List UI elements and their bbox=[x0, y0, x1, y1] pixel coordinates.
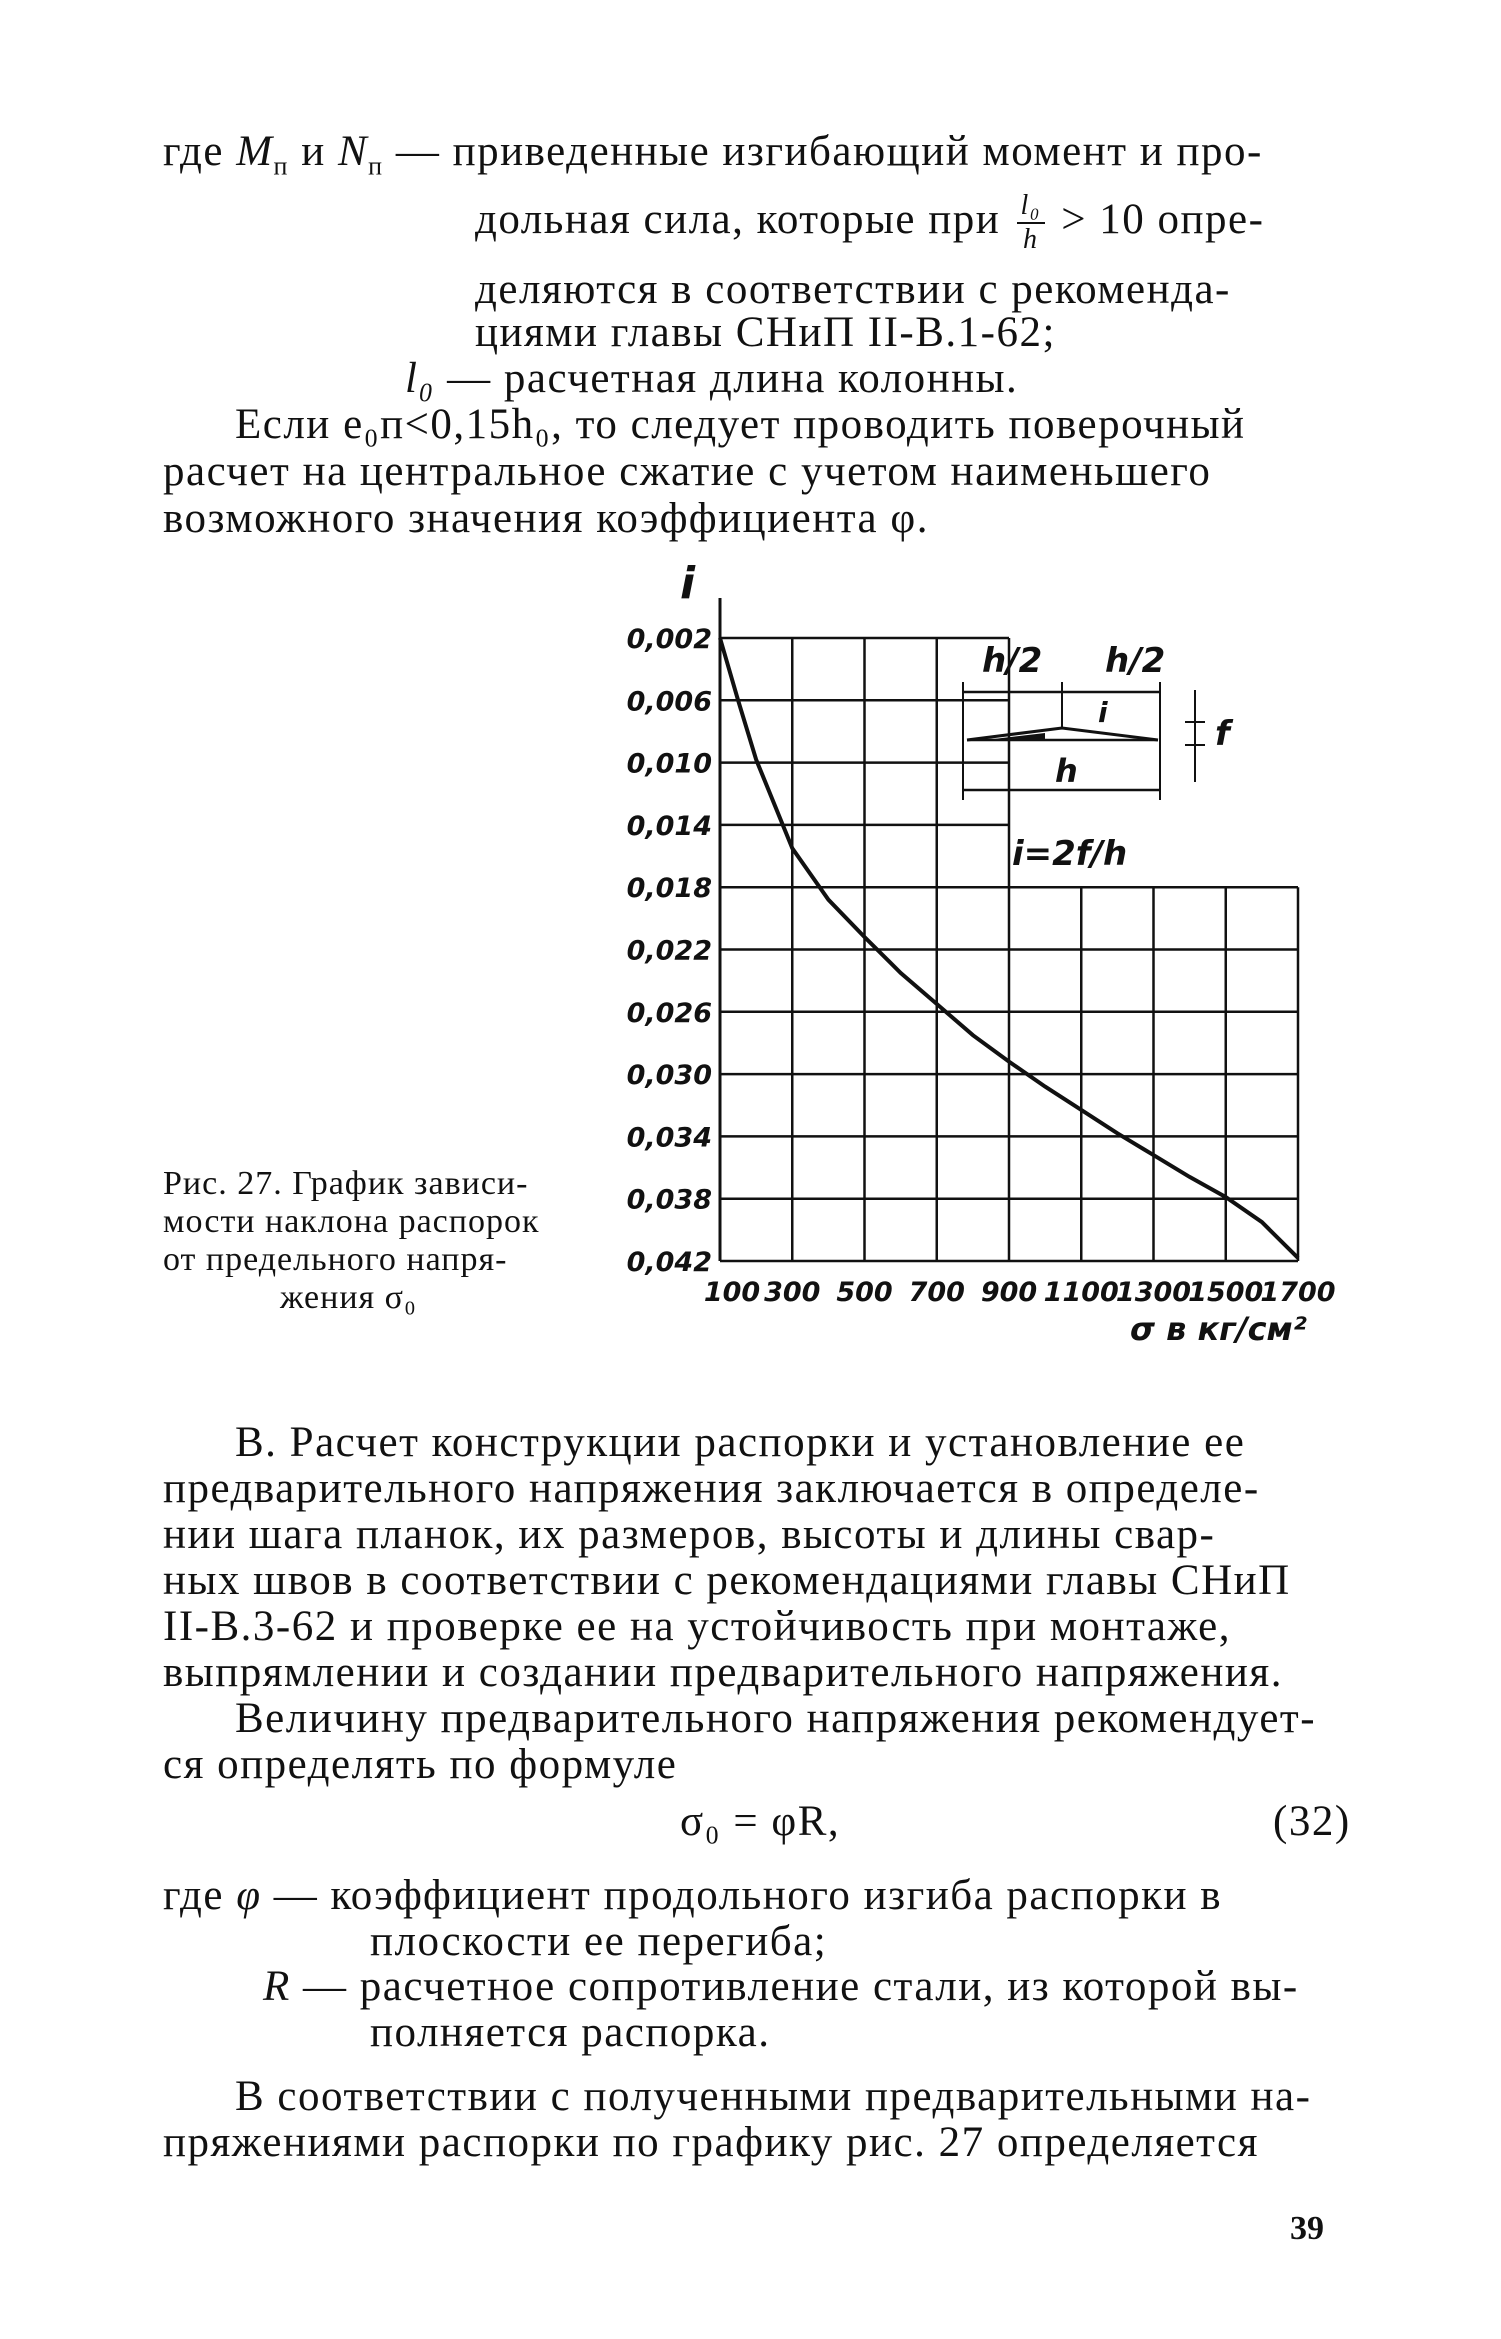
inset-label-i: i bbox=[1098, 696, 1108, 729]
y-tick-label: 0,030 bbox=[626, 1060, 712, 1092]
inset-label-f: f bbox=[1215, 714, 1230, 754]
inset-label-half-h-right: h/2 bbox=[1105, 641, 1166, 681]
y-tick-label: 0,042 bbox=[626, 1247, 712, 1278]
inset-label-half-h-left: h/2 bbox=[982, 641, 1043, 681]
where-word: где bbox=[163, 128, 224, 175]
body-paragraph-line: ся определять по формуле bbox=[163, 1741, 678, 1788]
inset-label-h: h bbox=[1055, 752, 1078, 790]
y-tick-label: 0,010 bbox=[626, 748, 712, 780]
body-paragraph-line: В. Расчет конструкции распорки и установление ее bbox=[235, 1419, 1246, 1466]
figure-caption-line: от предельного напря- bbox=[163, 1241, 508, 1278]
x-tick-label: 700 bbox=[908, 1277, 965, 1308]
x-tick-label: 500 bbox=[836, 1277, 893, 1308]
body-paragraph-line: В соответствии с полученными предварительными на- bbox=[235, 2073, 1312, 2120]
inset-bent-strut bbox=[967, 728, 1158, 740]
body-paragraph-line: выпрямлении и создании предварительного напряжения. bbox=[163, 1649, 1283, 1696]
symbol-m-sub: п bbox=[273, 151, 289, 181]
where-line-4: полняется распорка. bbox=[370, 2009, 771, 2056]
intro-paragraph-line: возможного значения коэффициента φ. bbox=[163, 495, 929, 542]
x-tick-label: 1500 bbox=[1188, 1277, 1264, 1308]
y-tick-label: 0,006 bbox=[626, 686, 712, 718]
body-paragraph-line: пряжениями распорки по графику рис. 27 определяется bbox=[163, 2119, 1259, 2166]
y-tick-label: 0,014 bbox=[626, 810, 712, 842]
def-text: — расчетная длина колонны. bbox=[447, 355, 1019, 402]
y-tick-label: 0,002 bbox=[626, 624, 712, 655]
def-line-3: деляются в соответствии с рекоменда- bbox=[475, 266, 1231, 313]
where-line-1 bbox=[163, 1871, 1222, 1921]
x-tick-label: 1100 bbox=[1043, 1277, 1119, 1308]
conjunction: и bbox=[301, 128, 326, 175]
symbol-n-sub: п bbox=[368, 151, 384, 181]
body-paragraph-line: предварительного напряжения заключается в определе- bbox=[163, 1465, 1260, 1512]
def-text: дольная сила, которые при bbox=[475, 195, 1001, 243]
symbol-phi: φ bbox=[236, 1872, 262, 1919]
fraction-denominator: h bbox=[1023, 224, 1039, 255]
body-paragraph-line: ных швов в соответствии с рекомендациями главы СНиП bbox=[163, 1557, 1291, 1604]
def-text: > 10 опре- bbox=[1061, 195, 1265, 243]
figure-caption-line: мости наклона распорок bbox=[163, 1203, 540, 1240]
x-tick-label: 900 bbox=[980, 1277, 1038, 1308]
where-text: — коэффициент продольного изгиба распорки в bbox=[273, 1872, 1223, 1919]
body-paragraph-line: нии шага планок, их размеров, высоты и длины свар- bbox=[163, 1511, 1216, 1558]
inset-diagram bbox=[963, 641, 1234, 874]
x-tick-label: 100 bbox=[703, 1277, 761, 1308]
x-axis-label: σ в кг/см² bbox=[1130, 1310, 1307, 1348]
y-tick-label: 0,038 bbox=[626, 1184, 712, 1216]
y-tick-label: 0,034 bbox=[626, 1122, 712, 1154]
page-number: 39 bbox=[1290, 2210, 1324, 2247]
inset-formula: i=2f/h bbox=[1012, 834, 1128, 874]
intro-paragraph-line: расчет на центральное сжатие с учетом наименьшего bbox=[163, 448, 1212, 495]
formula-number: (32) bbox=[1273, 1798, 1351, 1845]
x-tick-label: 1700 bbox=[1260, 1277, 1336, 1308]
figure-caption-line: Рис. 27. График зависи- bbox=[163, 1165, 529, 1202]
formula-32: σ₀ = φR, bbox=[680, 1798, 841, 1845]
y-tick-labels bbox=[627, 624, 712, 1278]
y-tick-label: 0,018 bbox=[626, 873, 712, 905]
figure-caption-line: жения σ₀ bbox=[280, 1279, 417, 1316]
where-word: где bbox=[163, 1872, 224, 1919]
x-tick-labels bbox=[704, 1277, 1336, 1308]
y-axis-label: i bbox=[680, 558, 696, 609]
symbol-r: R bbox=[263, 1963, 291, 2010]
symbol-n: N bbox=[337, 128, 369, 175]
symbol-l0: l₀ bbox=[405, 355, 435, 402]
x-tick-label: 300 bbox=[764, 1277, 821, 1308]
where-line-3 bbox=[263, 1962, 1299, 2012]
intro-paragraph-line: Если e₀п<0,15h₀, то следует проводить поверочный bbox=[235, 401, 1246, 448]
where-line-2: плоскости ее перегиба; bbox=[370, 1918, 828, 1965]
body-paragraph-line: Величину предварительного напряжения рекомендует- bbox=[235, 1695, 1317, 1742]
fraction-numerator: l₀ bbox=[1017, 192, 1046, 224]
y-tick-label: 0,026 bbox=[626, 997, 712, 1029]
symbol-m: M bbox=[236, 128, 274, 175]
body-paragraph-line: II-В.3-62 и проверке ее на устойчивость при монтаже, bbox=[163, 1603, 1231, 1650]
chart-grid bbox=[720, 598, 1298, 1261]
def-text: — приведенные изгибающий момент и про- bbox=[395, 128, 1263, 175]
y-tick-label: 0,022 bbox=[626, 935, 712, 967]
def-line-4: циями главы СНиП II-В.1-62; bbox=[475, 309, 1056, 356]
x-tick-label: 1300 bbox=[1115, 1277, 1192, 1308]
where-text: — расчетное сопротивление стали, из которой вы- bbox=[303, 1963, 1299, 2010]
